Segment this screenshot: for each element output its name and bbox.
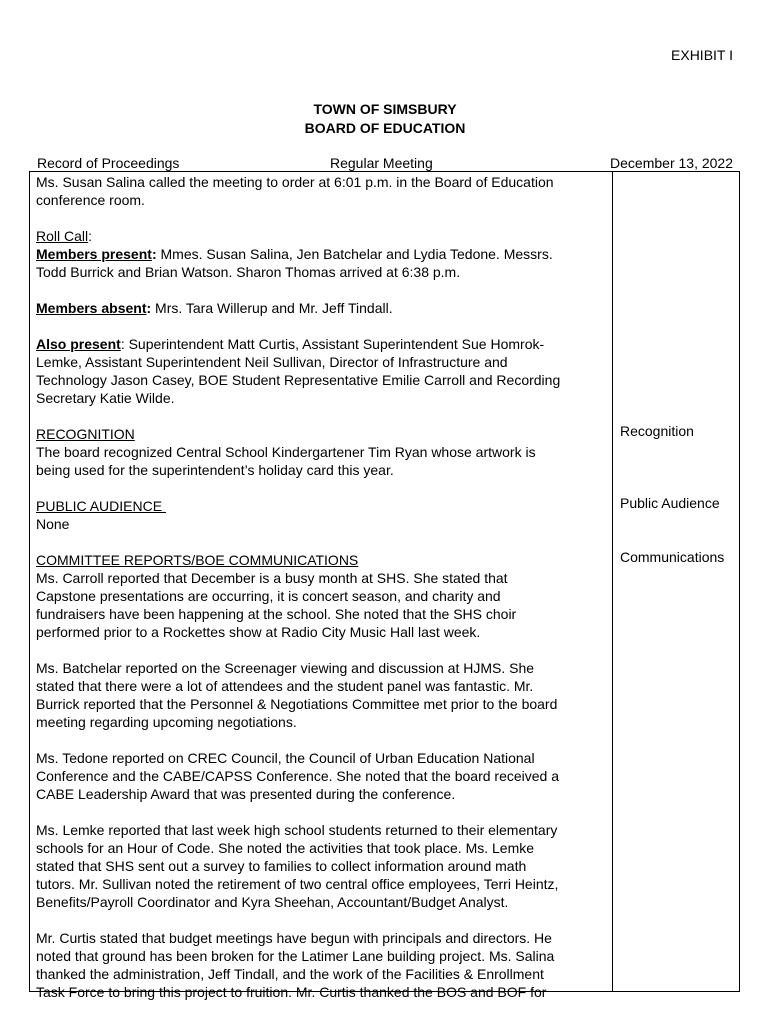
members-present-text: Mmes. Susan Salina, Jen Batchelar and Lydia Tedone. Messrs. — [156, 246, 553, 262]
recognition-heading: RECOGNITION — [36, 426, 135, 442]
roll-call-heading: Roll Call — [36, 228, 89, 244]
committee-line: stated that there were a lot of attendees and the student panel was fantastic. Mr. — [36, 678, 534, 694]
members-present-colon: : — [151, 246, 157, 262]
public-audience-text: None — [36, 516, 70, 532]
record-label: Record of Proceedings — [37, 155, 180, 171]
members-present-line — [36, 245, 608, 263]
members-absent-label: Members absent — [36, 300, 147, 316]
committee-line: Burrick reported that the Personnel & Negotiations Committee met prior to the board — [36, 696, 558, 712]
committee-line: meeting regarding upcoming negotiations. — [36, 714, 297, 730]
committee-line: CABE Leadership Award that was presented during the conference. — [36, 786, 456, 802]
column-divider — [612, 171, 613, 992]
committee-paragraph-5 — [36, 929, 608, 1001]
minutes-body — [36, 173, 608, 1019]
also-present-line: Technology Jason Casey, BOE Student Representative Emilie Carroll and Recording — [36, 372, 561, 388]
committee-line: Ms. Batchelar reported on the Screenager viewing and discussion at HJMS. She — [36, 660, 535, 676]
committee-line: Task Force to bring this project to fruition. Mr. Curtis thanked the BOS and BOF for — [36, 984, 547, 1000]
recognition-paragraph — [36, 425, 608, 479]
side-label-public-audience: Public Audience — [620, 495, 720, 511]
recognition-line: The board recognized Central School Kindergartener Tim Ryan whose artwork is — [36, 444, 536, 460]
committee-line: noted that ground has been broken for the Latimer Lane building project. Ms. Salina — [36, 948, 555, 964]
committee-line: Capstone presentations are occurring, it is concert season, and charity and — [36, 588, 501, 604]
committee-line: Conference and the CABE/CAPSS Conference. She noted that the board received a — [36, 768, 559, 784]
public-audience-paragraph — [36, 497, 608, 533]
committee-line: tutors. Mr. Sullivan noted the retirement of two central office employees, Terri Heintz, — [36, 876, 559, 892]
committee-paragraph-3 — [36, 749, 608, 803]
committee-line: Benefits/Payroll Coordinator and Kyra Sheehan, Accountant/Budget Analyst. — [36, 894, 509, 910]
exhibit-label: EXHIBIT I — [671, 47, 733, 63]
also-present-text: : Superintendent Matt Curtis, Assistant Superintendent Sue Homrok- — [120, 336, 545, 352]
committee-line: Ms. Tedone reported on CREC Council, the Council of Urban Education National — [36, 750, 535, 766]
document-title-town: TOWN OF SIMSBURY — [313, 101, 457, 117]
roll-call-colon: : — [88, 228, 93, 244]
committee-line: thanked the administration, Jeff Tindall, and the work of the Facilities & Enrollment — [36, 966, 544, 982]
committee-line: Ms. Carroll reported that December is a busy month at SHS. She stated that — [36, 570, 508, 586]
committee-heading: COMMITTEE REPORTS/BOE COMMUNICATIONS — [36, 552, 359, 568]
also-present-line: Secretary Katie Wilde. — [36, 390, 175, 406]
call-to-order-paragraph — [36, 173, 608, 209]
committee-paragraph-2 — [36, 659, 608, 731]
committee-line: Mr. Curtis stated that budget meetings have begun with principals and directors. He — [36, 930, 552, 946]
also-present-paragraph — [36, 335, 608, 407]
roll-call-heading-line — [36, 227, 608, 245]
committee-paragraph-4 — [36, 821, 608, 911]
recognition-line: being used for the superintendent’s holiday card this year. — [36, 462, 394, 478]
document-title-board: BOARD OF EDUCATION — [304, 120, 466, 136]
side-label-communications: Communications — [620, 549, 725, 565]
committee-paragraph-1 — [36, 551, 608, 641]
members-present-line-2: Todd Burrick and Brian Watson. Sharon Thomas arrived at 6:38 p.m. — [36, 264, 461, 280]
roll-call-paragraph — [36, 227, 608, 281]
call-to-order-line: Ms. Susan Salina called the meeting to order at 6:01 p.m. in the Board of Education — [36, 174, 554, 190]
committee-line: schools for an Hour of Code. She noted the activities that took place. Ms. Lemke — [36, 840, 535, 856]
members-absent-colon: : — [146, 300, 152, 316]
also-present-label: Also present — [36, 336, 121, 352]
committee-line: stated that SHS sent out a survey to families to collect information around math — [36, 858, 527, 874]
committee-line: performed prior to a Rockettes show at Radio City Music Hall last week. — [36, 624, 481, 640]
members-absent-line — [36, 299, 608, 317]
committee-line: Ms. Lemke reported that last week high school students returned to their elementary — [36, 822, 558, 838]
meeting-type: Regular Meeting — [330, 155, 433, 171]
also-present-line: Lemke, Assistant Superintendent Neil Sullivan, Director of Infrastructure and — [36, 354, 508, 370]
call-to-order-line: conference room. — [36, 192, 145, 208]
side-label-recognition: Recognition — [620, 423, 694, 439]
committee-line: fundraisers have been happening at the school. She noted that the SHS choir — [36, 606, 517, 622]
also-present-line — [36, 335, 608, 353]
members-present-label: Members present — [36, 246, 152, 262]
meeting-date: December 13, 2022 — [610, 155, 733, 171]
public-audience-heading: PUBLIC AUDIENCE — [36, 498, 166, 514]
members-absent-text: Mrs. Tara Willerup and Mr. Jeff Tindall. — [151, 300, 393, 316]
members-absent-paragraph — [36, 299, 608, 317]
